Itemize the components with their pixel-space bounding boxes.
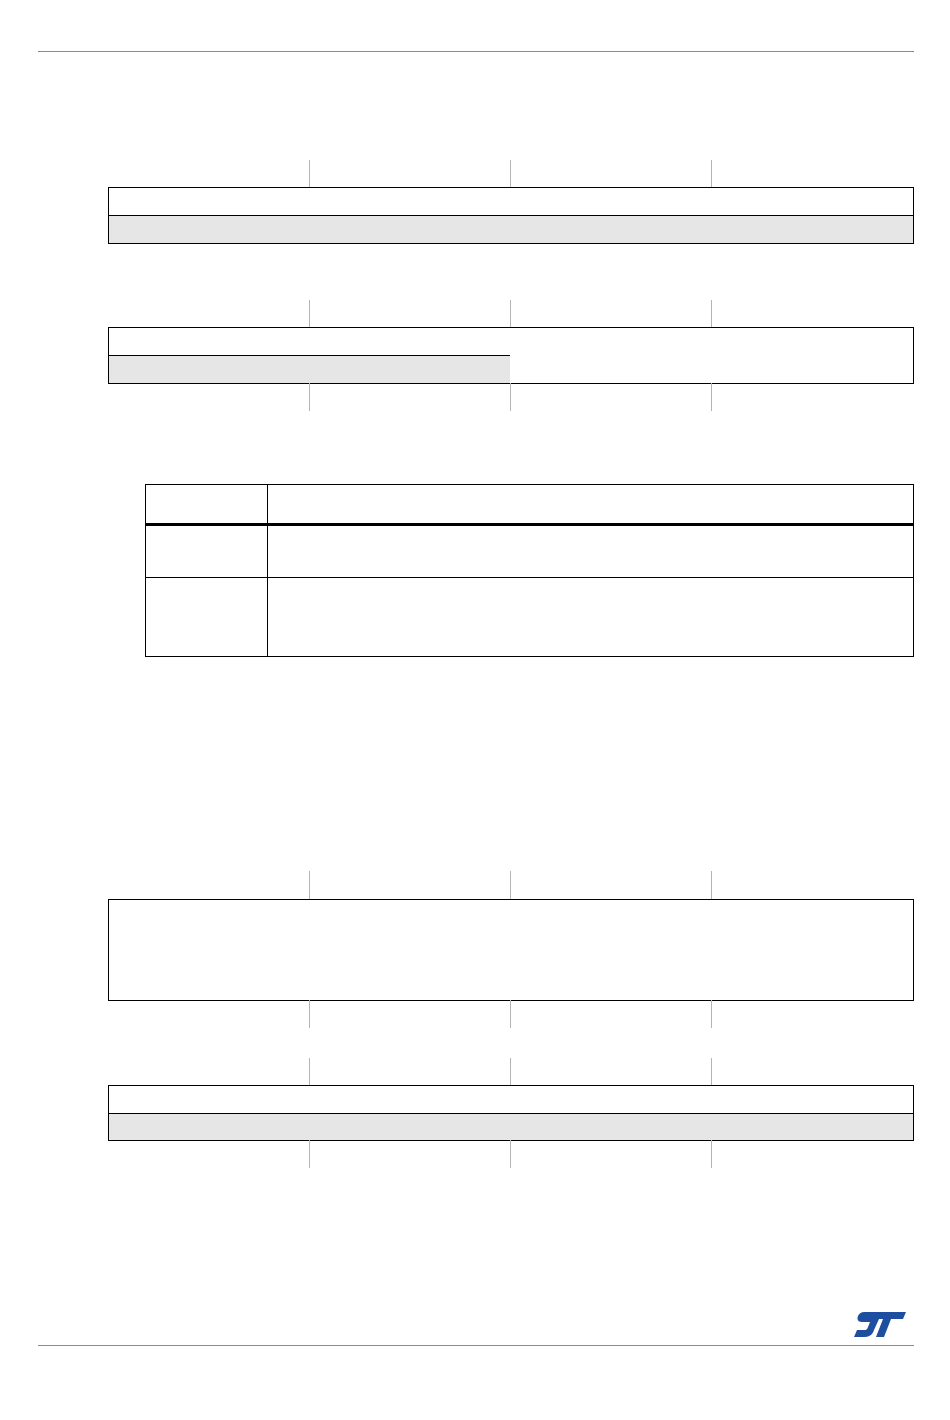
description-table-header-rule bbox=[145, 523, 914, 526]
header-rule bbox=[38, 51, 914, 52]
footer-rule bbox=[38, 1345, 914, 1346]
st-logo-icon bbox=[852, 1310, 908, 1345]
description-table-frame bbox=[145, 484, 914, 657]
